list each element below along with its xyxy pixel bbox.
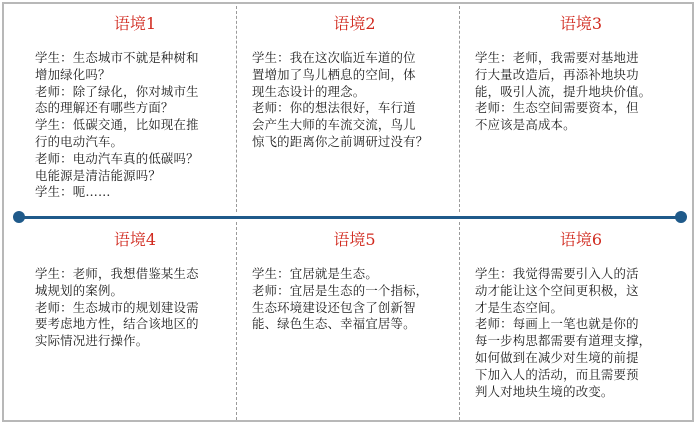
- dialogue-line: 行大量改造后，再添补地块功: [475, 66, 639, 82]
- dialogue-line: 老师：除了绿化，你对城市生: [35, 83, 199, 99]
- scene-dialogue: [475, 50, 687, 134]
- scene-3: [475, 14, 687, 134]
- dialogue-line: 学生：我在这次临近车道的位: [252, 50, 416, 65]
- scene-title: 语境4: [113, 230, 157, 249]
- dialogue-line: 态的理解还有哪些方面？: [35, 100, 174, 116]
- dialogue-line: 惊飞的距离你之前调研过没有？: [252, 133, 429, 149]
- timeline-end-dot: [675, 211, 687, 223]
- dialogue-line: 老师：电动汽车真的低碳吗？: [35, 150, 199, 166]
- divider-top-right: [459, 6, 460, 212]
- dialogue-line: 学生：生态城市不就是种树和: [35, 50, 199, 65]
- scene-2: [252, 14, 457, 151]
- scene-title: 语境2: [333, 14, 376, 33]
- dialogue-line: 判人对地块生境的改变。: [475, 383, 614, 399]
- scene-4: [35, 230, 235, 350]
- scene-title: 语境3: [559, 14, 603, 33]
- dialogue-line: 才是生态空间。: [475, 299, 564, 315]
- divider-top-left: [236, 6, 237, 212]
- timeline-line: [18, 216, 680, 219]
- dialogue-line: 要考虑地方性，结合该地区的: [35, 316, 199, 332]
- dialogue-line: 学生：老师，我需要对基地进: [475, 50, 639, 65]
- scene-5: [252, 230, 457, 333]
- scene-title: 语境6: [559, 230, 603, 249]
- dialogue-line: 能，吸引人流，提升地块价值。: [475, 83, 652, 99]
- dialogue-line: 学生：低碳交通，比如现在推: [35, 117, 199, 133]
- scene-title: 语境1: [113, 14, 157, 33]
- scene-title: 语境5: [333, 230, 376, 249]
- dialogue-line: 老师：宜居是生态的一个指标，: [252, 282, 429, 298]
- dialogue-line: 学生：宜居就是生态。: [252, 266, 378, 281]
- scene-dialogue: [35, 50, 235, 201]
- dialogue-line: 学生：我觉得需要引入人的活: [475, 266, 639, 281]
- dialogue-line: 实际情况进行操作。: [35, 333, 149, 349]
- scene-6: [475, 230, 687, 400]
- dialogue-line: 每一步构思都需要有道理支撑，: [475, 333, 652, 349]
- dialogue-line: 行的电动汽车。: [35, 133, 124, 149]
- dialogue-line: 老师：每画上一笔也就是你的: [475, 316, 639, 332]
- dialogue-line: 老师：生态城市的规划建设需: [35, 299, 199, 315]
- dialogue-line: 动才能让这个空间更积极，这: [475, 282, 639, 298]
- dialogue-line: 生态环境建设还包含了创新智: [252, 299, 416, 315]
- dialogue-line: 老师：生态空间需要资本，但: [475, 100, 639, 116]
- dialogue-line: 置增加了鸟儿栖息的空间，体: [252, 66, 416, 82]
- divider-bottom-right: [459, 222, 460, 420]
- dialogue-line: 学生：老师，我想借鉴某生态: [35, 266, 199, 281]
- dialogue-line: 会产生大师的车流交流，鸟儿: [252, 117, 416, 133]
- scene-dialogue: [252, 50, 457, 151]
- dialogue-line: 城规划的案例。: [35, 282, 124, 298]
- dialogue-line: 增加绿化吗？: [35, 66, 111, 82]
- scene-dialogue: [475, 266, 687, 400]
- dialogue-line: 老师：你的想法很好，车行道: [252, 100, 416, 116]
- dialogue-line: 学生：呃……: [35, 184, 111, 200]
- dialogue-line: 不应该是高成本。: [475, 117, 576, 133]
- timeline-start-dot: [13, 211, 25, 223]
- dialogue-line: 能、绿色生态、幸福宜居等。: [252, 316, 416, 332]
- divider-bottom-left: [236, 222, 237, 420]
- dialogue-line: 如何做到在减少对生境的前提: [475, 349, 639, 365]
- scene-dialogue: [252, 266, 457, 333]
- dialogue-line: 现生态设计的理念。: [252, 83, 366, 99]
- scene-1: [35, 14, 235, 201]
- scene-dialogue: [35, 266, 235, 350]
- dialogue-line: 电能源是清洁能源吗？: [35, 167, 161, 183]
- dialogue-line: 下加入人的活动，而且需要预: [475, 366, 639, 382]
